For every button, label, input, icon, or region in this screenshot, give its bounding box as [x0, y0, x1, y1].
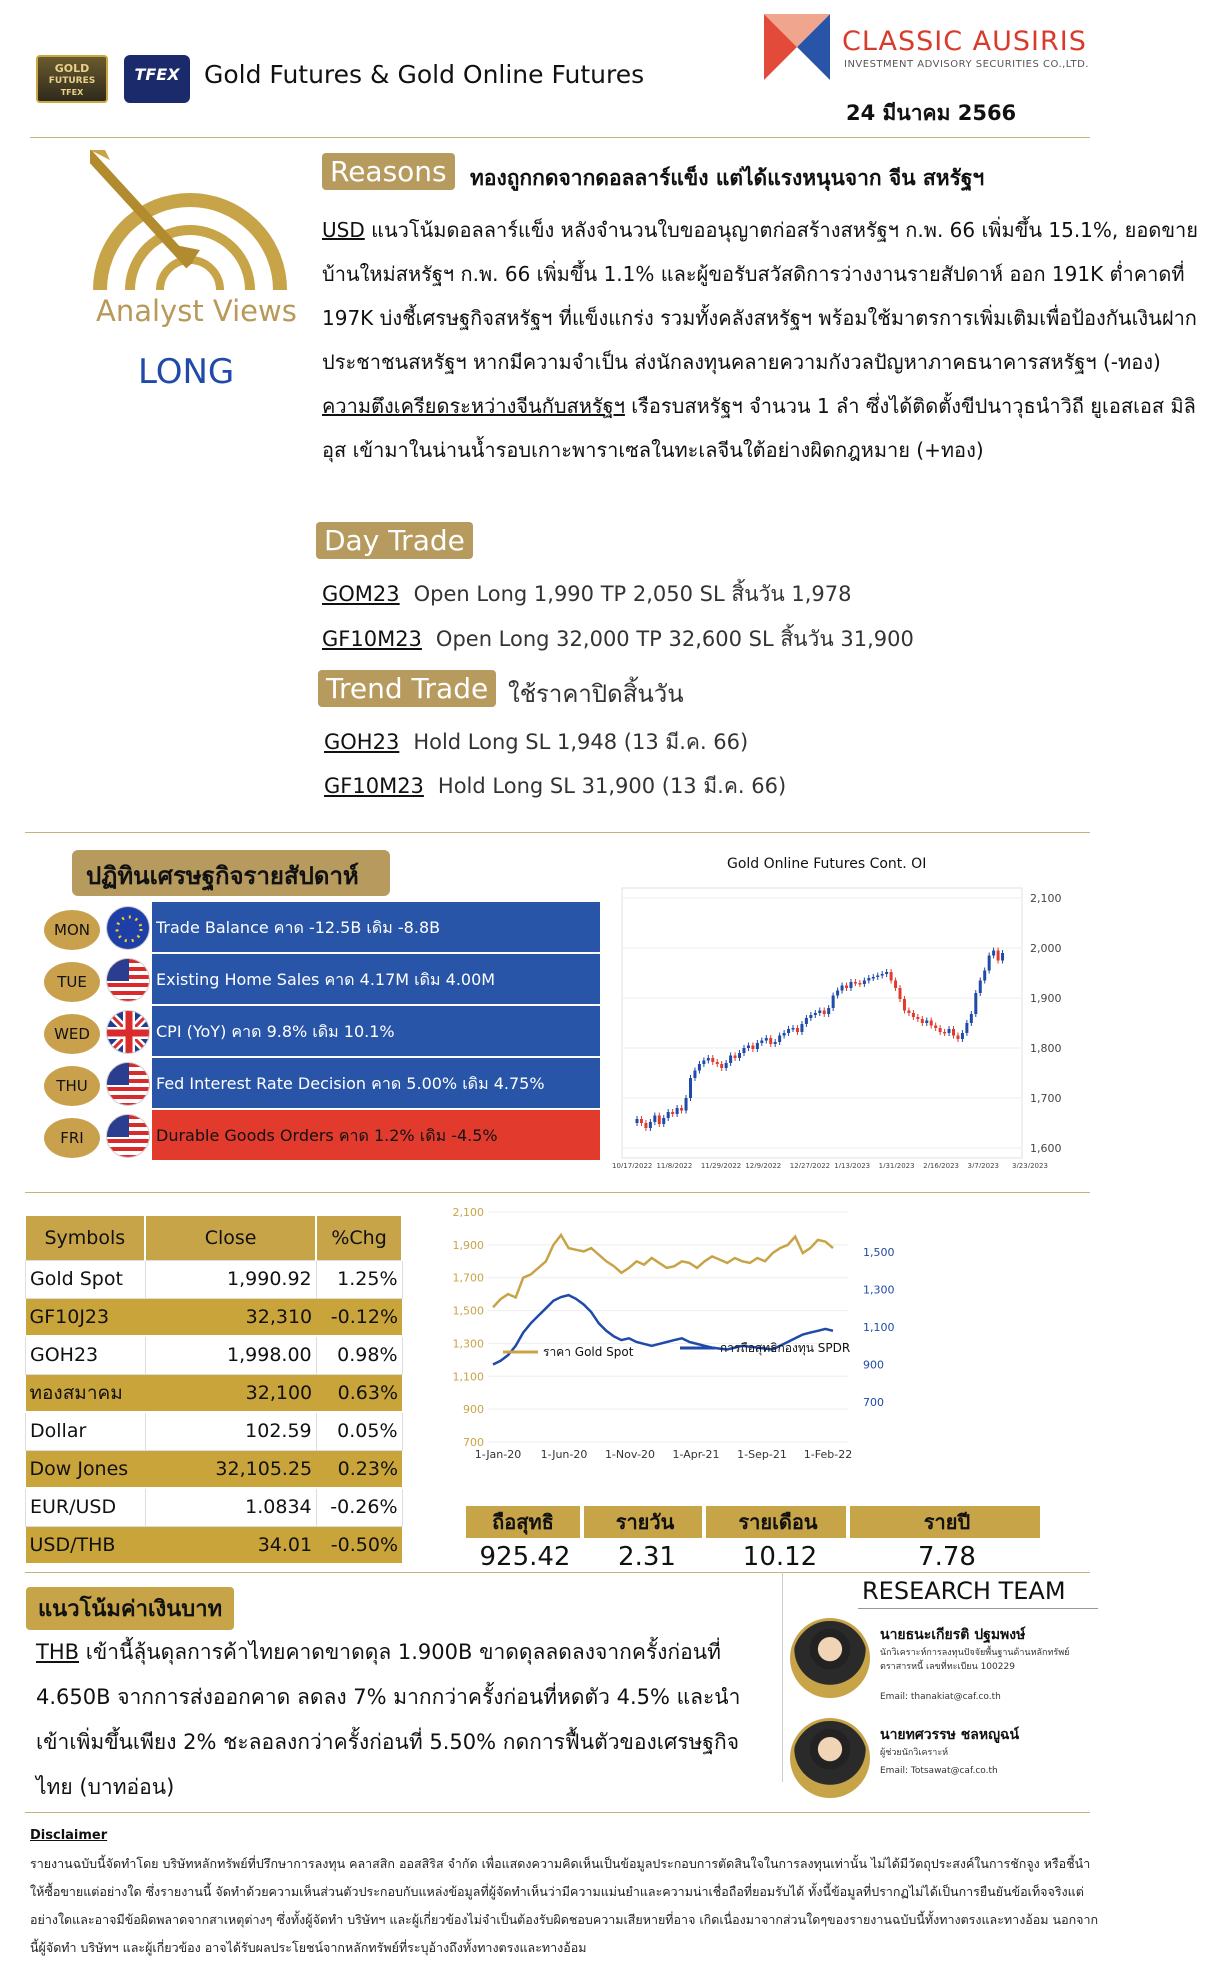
trend-trade-code: GOH23 — [324, 730, 400, 754]
symbol-close: 102.59 — [145, 1412, 316, 1450]
candle-body — [769, 1038, 772, 1044]
candle-body — [636, 1119, 639, 1123]
candle-body — [899, 988, 902, 999]
table-row — [26, 1450, 403, 1488]
table-row — [26, 1488, 403, 1526]
day-label: TUE — [44, 962, 100, 1002]
day-trade-tag: Day Trade — [316, 522, 473, 559]
candle-body — [640, 1119, 643, 1123]
table-row — [26, 1260, 403, 1298]
x-tick-label: 3/23/2023 — [1012, 1162, 1048, 1168]
candle-body — [658, 1116, 661, 1125]
candle-body — [653, 1116, 656, 1123]
y-right-tick-label: 1,500 — [863, 1246, 895, 1259]
disclaimer-title: Disclaimer — [30, 1828, 108, 1843]
candle-body — [992, 951, 995, 956]
y-left-tick-label: 700 — [463, 1436, 484, 1449]
candle-body — [796, 1028, 799, 1032]
col-header-chg: %Chg — [316, 1216, 402, 1260]
candle-body — [983, 971, 986, 981]
symbol-chg: 0.63% — [316, 1374, 402, 1412]
symbols-table — [25, 1216, 403, 1565]
symbol-name: EUR/USD — [26, 1488, 146, 1526]
reasons-headline: ทองถูกกดจากดอลลาร์แข็ง แต่ได้แรงหนุนจาก จีน สหรัฐฯ — [470, 166, 985, 190]
symbol-close: 32,105.25 — [145, 1450, 316, 1488]
symbol-name: GOH23 — [26, 1336, 146, 1374]
candle-body — [912, 1013, 915, 1017]
candle-body — [800, 1024, 803, 1032]
candle-body — [832, 996, 835, 1009]
candle-body — [742, 1048, 745, 1053]
candle-body — [1001, 953, 1004, 961]
x-tick-label: 1-Sep-21 — [737, 1448, 787, 1460]
chart-title: Gold Online Futures Cont. OI — [727, 856, 927, 872]
eu-flag-icon — [106, 906, 150, 950]
candle-body — [943, 1032, 946, 1034]
table-row — [26, 1526, 403, 1564]
x-tick-label: 11/29/2022 — [700, 1162, 742, 1168]
trend-trade-line — [324, 726, 748, 759]
candle-body — [974, 993, 977, 1014]
thb-tag: แนวโน้มค่าเงินบาท — [26, 1587, 234, 1630]
reason-usd-key: USD — [322, 218, 365, 242]
analyst-view-value: LONG — [138, 352, 235, 392]
day-label: WED — [44, 1014, 100, 1054]
symbol-chg: 0.05% — [316, 1412, 402, 1450]
symbol-name: USD/THB — [26, 1526, 146, 1564]
divider — [30, 137, 1090, 138]
gold-online-futures-chart — [612, 848, 1072, 1168]
reason-china-us — [322, 384, 1202, 472]
candle-body — [814, 1013, 817, 1015]
plot-area — [622, 888, 1022, 1158]
us-flag-icon — [106, 1114, 150, 1158]
symbol-name: Dollar — [26, 1412, 146, 1450]
candle-body — [956, 1036, 959, 1040]
symbol-name: Gold Spot — [26, 1260, 146, 1298]
candle-body — [783, 1033, 786, 1036]
symbol-chg: -0.26% — [316, 1488, 402, 1526]
thb-key: THB — [36, 1640, 80, 1664]
analyst-avatar — [790, 1618, 870, 1698]
us-flag-icon — [106, 958, 150, 1002]
spdr-value-monthly: 10.12 — [742, 1542, 818, 1572]
y-tick-label: 1,700 — [1030, 1092, 1062, 1105]
reason-china-us-key: ความตึงเครียดระหว่างจีนกับสหรัฐฯ — [322, 394, 625, 418]
candle-body — [747, 1046, 750, 1049]
analyst-name: นายธนะเกียรติ ปฐมพงษ์ — [880, 1627, 1026, 1643]
candle-body — [885, 972, 888, 974]
y-right-tick-label: 700 — [863, 1396, 884, 1409]
gold-futures-logo: GOLD FUTURES TFEX — [36, 55, 108, 103]
candle-body — [858, 983, 861, 985]
x-tick-label: 1-Jun-20 — [540, 1448, 588, 1460]
candle-body — [903, 999, 906, 1011]
candle-body — [997, 951, 1000, 961]
x-tick-label: 12/9/2022 — [745, 1162, 782, 1168]
col-header-close: Close — [145, 1216, 316, 1260]
symbol-close: 32,100 — [145, 1374, 316, 1412]
symbol-chg: -0.50% — [316, 1526, 402, 1564]
report-date: 24 มีนาคม 2566 — [846, 101, 1017, 125]
trend-trade-text: Hold Long SL 1,948 (13 มี.ค. 66) — [413, 730, 749, 754]
candle-body — [939, 1028, 942, 1032]
candle-body — [867, 978, 870, 981]
candle-body — [689, 1078, 692, 1098]
candle-body — [662, 1118, 665, 1124]
candle-body — [881, 974, 884, 976]
y-tick-label: 2,100 — [1030, 892, 1062, 905]
candle-body — [729, 1056, 732, 1064]
candle-body — [818, 1011, 821, 1014]
reason-china-us-text: เรือรบสหรัฐฯ จำนวน 1 ลำ ซึ่งได้ติดตั้งขีปนาวุธนำวิถี ยูเอสเอส มิลิอุส เข้ามาในน่านน้ำรอบเกาะพาราเซลในทะเลจีนใต้อย่างผิดกฎหมาย (+ทอง) — [322, 394, 1196, 462]
day-trade-text: Open Long 32,000 TP 32,600 SL สิ้นวัน 31,900 — [435, 627, 914, 651]
candle-body — [751, 1046, 754, 1050]
divider — [858, 1608, 1098, 1609]
symbol-close: 1,998.00 — [145, 1336, 316, 1374]
candle-body — [841, 986, 844, 991]
uk-flag-icon — [106, 1010, 150, 1054]
trend-trade-text: Hold Long SL 31,900 (13 มี.ค. 66) — [437, 774, 787, 798]
spdr-header-yearly: รายปี — [923, 1510, 971, 1534]
x-tick-label: 12/27/2022 — [789, 1162, 831, 1168]
candle-body — [787, 1029, 790, 1033]
candle-body — [765, 1038, 768, 1041]
brand-name: CLASSIC AUSIRIS — [842, 26, 1087, 57]
col-header-symbols: Symbols — [26, 1216, 146, 1260]
research-team-title: RESEARCH TEAM — [862, 1577, 1066, 1605]
calendar-event: Existing Home Sales คาด 4.17M เดิม 4.00M — [152, 954, 600, 1006]
symbol-chg: 1.25% — [316, 1260, 402, 1298]
candle-body — [961, 1033, 964, 1039]
classic-ausiris-logo-icon — [764, 14, 830, 80]
table-row — [26, 1412, 403, 1450]
calendar-row — [44, 1058, 600, 1110]
spdr-header-daily: รายวัน — [588, 1506, 706, 1538]
candle-body — [894, 981, 897, 989]
analyst-role: ผู้ช่วยนักวิเคราะห์ — [880, 1748, 949, 1758]
symbol-close: 32,310 — [145, 1298, 316, 1336]
calendar-event: CPI (YoY) คาด 9.8% เดิม 10.1% — [152, 1006, 600, 1058]
candle-body — [734, 1056, 737, 1059]
symbol-chg: 0.98% — [316, 1336, 402, 1374]
candle-body — [907, 1011, 910, 1014]
day-trade-code: GOM23 — [322, 582, 400, 606]
candle-body — [925, 1021, 928, 1024]
candle-body — [711, 1058, 714, 1062]
spdr-value-yearly: 7.78 — [918, 1542, 976, 1572]
candle-body — [916, 1017, 919, 1019]
spdr-value-net: 925.42 — [479, 1542, 571, 1572]
candle-body — [809, 1015, 812, 1018]
spdr-stats-header — [466, 1506, 1040, 1572]
candle-body — [948, 1029, 951, 1033]
y-tick-label: 2,000 — [1030, 942, 1062, 955]
candle-body — [934, 1026, 937, 1029]
candle-body — [693, 1071, 696, 1079]
reasons-tag: Reasons — [322, 153, 455, 190]
candle-body — [649, 1122, 652, 1128]
candle-body — [680, 1108, 683, 1111]
symbol-close: 1,990.92 — [145, 1260, 316, 1298]
candle-body — [760, 1041, 763, 1044]
candle-body — [698, 1064, 701, 1071]
y-left-tick-label: 2,100 — [452, 1206, 484, 1219]
divider — [25, 1192, 1090, 1193]
spdr-value-daily: 2.31 — [618, 1542, 676, 1572]
candle-body — [778, 1036, 781, 1043]
candle-body — [876, 976, 879, 978]
candle-body — [890, 972, 893, 981]
y-tick-label: 1,600 — [1030, 1142, 1062, 1155]
trend-trade-tag: Trend Trade — [318, 670, 496, 707]
y-tick-label: 1,800 — [1030, 1042, 1062, 1055]
candle-body — [702, 1061, 705, 1065]
us-flag-icon — [106, 1062, 150, 1106]
y-left-tick-label: 1,500 — [452, 1304, 484, 1318]
analyst-email: Email: thanakiat@caf.co.th — [880, 1692, 1001, 1702]
y-tick-label: 1,900 — [1030, 992, 1062, 1005]
calendar-row — [44, 1110, 600, 1162]
candle-body — [854, 982, 857, 984]
y-right-tick-label: 1,300 — [863, 1283, 895, 1297]
candle-body — [676, 1108, 679, 1114]
candle-body — [965, 1023, 968, 1033]
legend-label: การถือสุทธิกองทุน SPDR — [720, 1341, 851, 1355]
disclaimer-body: รายงานฉบับนี้จัดทำโดย บริษัทหลักทรัพย์ที่ปรึกษาการลงทุน คลาสสิก ออสสิริส จำกัด เพื่อแสดงความคิดเห็นเป็นข้อมูลประกอบการตัดสินใจในการลงทุนเท่านั้น ไม่ได้มีวัตถุประสงค์ในการชักจูง หรือชี้นำให้ซื้อขายแต่อย่างใด ซึ่งรายงานนี้ จัดทำด้วยความเห็นส่วนตัวประกอบกับแหล่งข้อมูลที่ผู้จัดทำเห็นว่ามีความแม่นยำและความน่าเชื่อถือที่ยอมรับได้ ทั้งนี้ข้อมูลที่ปรากฏไม่ได้เป็นการยืนยันข้อเท็จจริงแต่อย่างใดและอาจมีข้อผิดพลาดจากสาเหตุต่างๆ ซึ่งทั้งผู้จัดทำ บริษัทฯ และผู้เกี่ยวข้องไม่จำเป็นต้องรับผิดชอบความเสียหายที่อาจ เกิดเนื่องมาจากส่วนใดๆของรายงานฉบับนี้ทั้งทางตรงและทางอ้อม นอกจากนี้ผู้จัดทำ บริษัทฯ และผู้เกี่ยวข้อง อาจได้รับผลประโยชน์จากหลักทรัพย์ที่ระบุอ้างถึงทั้งทางตรงและทางอ้อม — [30, 1856, 1099, 1955]
y-right-tick-label: 900 — [863, 1358, 884, 1372]
x-tick-label: 1/13/2023 — [834, 1162, 871, 1168]
analyst-role: นักวิเคราะห์การลงทุนปัจจัยพื้นฐานด้านหลักทรัพย์ตราสารหนี้ เลขที่ทะเบียน 100229 — [880, 1648, 1070, 1672]
analyst-name: นายทศวรรษ ชลหญูฉน์ — [880, 1727, 1020, 1743]
tfex-logo: TFEX — [124, 55, 190, 103]
symbol-close: 34.01 — [145, 1526, 316, 1564]
brand-subtitle: INVESTMENT ADVISORY SECURITIES CO.,LTD. — [844, 59, 1089, 70]
candle-body — [863, 981, 866, 985]
candle-body — [685, 1098, 688, 1111]
page-title: Gold Futures & Gold Online Futures — [204, 60, 645, 89]
symbol-name: ทองสมาคม — [26, 1374, 146, 1412]
day-label: FRI — [44, 1118, 100, 1158]
trend-trade-code: GF10M23 — [324, 774, 424, 798]
y-left-tick-label: 1,900 — [452, 1238, 484, 1252]
candle-body — [823, 1011, 826, 1015]
calendar-row — [44, 902, 600, 954]
candle-body — [774, 1042, 777, 1044]
candle-body — [849, 982, 852, 988]
candle-body — [836, 991, 839, 996]
calendar-row — [44, 954, 600, 1006]
series-line — [493, 1235, 833, 1307]
trend-trade-note: ใช้ราคาปิดสิ้นวัน — [508, 680, 684, 708]
candle-body — [707, 1058, 710, 1061]
candle-body — [921, 1019, 924, 1023]
table-row — [26, 1374, 403, 1412]
candle-body — [845, 986, 848, 989]
x-tick-label: 1/31/2023 — [878, 1162, 915, 1168]
symbol-chg: 0.23% — [316, 1450, 402, 1488]
table-row — [26, 1336, 403, 1374]
x-tick-label: 1-Jan-20 — [474, 1448, 522, 1460]
candle-body — [805, 1018, 808, 1024]
thb-paragraph — [36, 1630, 766, 1810]
candle-body — [738, 1053, 741, 1058]
y-left-tick-label: 1,300 — [452, 1337, 484, 1351]
x-tick-label: 3/7/2023 — [967, 1162, 1000, 1168]
calendar-event: Fed Interest Rate Decision คาด 5.00% เดิม 4.75% — [152, 1058, 600, 1110]
x-tick-label: 2/16/2023 — [923, 1162, 960, 1168]
analyst-email: Email: Totsawat@caf.co.th — [880, 1766, 998, 1776]
spdr-header-net: ถือสุทธิ — [466, 1506, 584, 1538]
x-tick-label: 1-Apr-21 — [672, 1448, 720, 1460]
reasons-paragraph — [322, 208, 1202, 472]
candle-body — [930, 1021, 933, 1026]
divider — [25, 832, 1090, 833]
analyst-views-label: Analyst Views — [96, 294, 297, 328]
day-label: MON — [44, 910, 100, 950]
table-row — [26, 1298, 403, 1336]
day-trade-text: Open Long 1,990 TP 2,050 SL สิ้นวัน 1,978 — [413, 582, 852, 606]
calendar-row — [44, 1006, 600, 1058]
candle-body — [716, 1062, 719, 1064]
day-trade-code: GF10M23 — [322, 627, 422, 651]
candle-body — [720, 1064, 723, 1068]
calendar-event: Durable Goods Orders คาด 1.2% เดิม -4.5% — [152, 1110, 600, 1162]
y-left-tick-label: 1,100 — [452, 1370, 484, 1384]
trend-trade-line — [324, 770, 786, 803]
y-right-tick-label: 1,100 — [863, 1321, 895, 1334]
gold-spot-spdr-chart — [448, 1200, 1013, 1460]
y-left-tick-label: 1,700 — [452, 1271, 484, 1285]
legend-label: ราคา Gold Spot — [543, 1345, 634, 1359]
candle-body — [644, 1123, 647, 1128]
thb-text: เข้านี้ลุ้นดุลการค้าไทยคาดขาดดุล 1.900B ขาดดุลลดลงจากครั้งก่อนที่ 4.650B จากการส่งออกคาด ลดลง 7% มากกว่าครั้งก่อนที่หดตัว 4.5% และนำเข้าเพิ่มขึ้นเพียง 2% ชะลอลงกว่าครั้งก่อนที่ 5.50% กดการฟื้นตัวของเศรษฐกิจไทย (บาทอ่อน) — [36, 1640, 741, 1799]
candle-body — [725, 1063, 728, 1068]
candle-body — [872, 977, 875, 979]
analyst-avatar — [790, 1718, 870, 1798]
x-tick-label: 10/17/2022 — [612, 1162, 653, 1168]
x-tick-label: 1-Nov-20 — [604, 1448, 656, 1460]
x-tick-label: 11/8/2022 — [656, 1162, 693, 1168]
day-trade-line — [322, 623, 914, 656]
candle-body — [792, 1028, 795, 1030]
spdr-header-monthly: รายเดือน — [710, 1506, 850, 1538]
symbol-close: 1.0834 — [145, 1488, 316, 1526]
candle-body — [827, 1008, 830, 1014]
reason-usd-text: แนวโน้มดอลลาร์แข็ง หลังจำนวนใบขออนุญาตก่อสร้างสหรัฐฯ ก.พ. 66 เพิ่มขึ้น 15.1%, ยอดขายบ้านใหม่สหรัฐฯ ก.พ. 66 เพิ่มขึ้น 1.1% และผู้ขอรับสวัสดิการว่างงานรายสัปดาห์ ออก 191K ต่ำคาดที่ 197K บ่งชี้เศรษฐกิจสหรัฐฯ ที่แข็งแกร่ง รวมทั้งคลังสหรัฐฯ พร้อมใช้มาตรการเพิ่มเติมเพื่อป้องกันเงินฝากประชาชนสหรัฐฯ หากมีความจำเป็น ส่งนักลงทุนคลายความกังวลปัญหาภาคธนาคารสหรัฐฯ (-ทอง) — [322, 218, 1198, 374]
candle-body — [988, 956, 991, 971]
symbol-chg: -0.12% — [316, 1298, 402, 1336]
y-left-tick-label: 900 — [463, 1403, 484, 1417]
calendar-event: Trade Balance คาด -12.5B เดิม -8.8B — [152, 902, 600, 954]
day-trade-line — [322, 578, 852, 611]
candle-body — [979, 981, 982, 994]
day-label: THU — [44, 1066, 100, 1106]
reason-usd — [322, 208, 1202, 384]
symbol-name: Dow Jones — [26, 1450, 146, 1488]
candle-body — [671, 1112, 674, 1114]
divider — [25, 1812, 1090, 1813]
x-tick-label: 1-Feb-22 — [803, 1448, 853, 1460]
calendar-title: ปฏิทินเศรษฐกิจรายสัปดาห์ — [72, 850, 390, 896]
symbol-name: GF10J23 — [26, 1298, 146, 1336]
candle-body — [970, 1014, 973, 1023]
candle-body — [952, 1029, 955, 1036]
candle-body — [667, 1112, 670, 1118]
candle-body — [756, 1043, 759, 1049]
